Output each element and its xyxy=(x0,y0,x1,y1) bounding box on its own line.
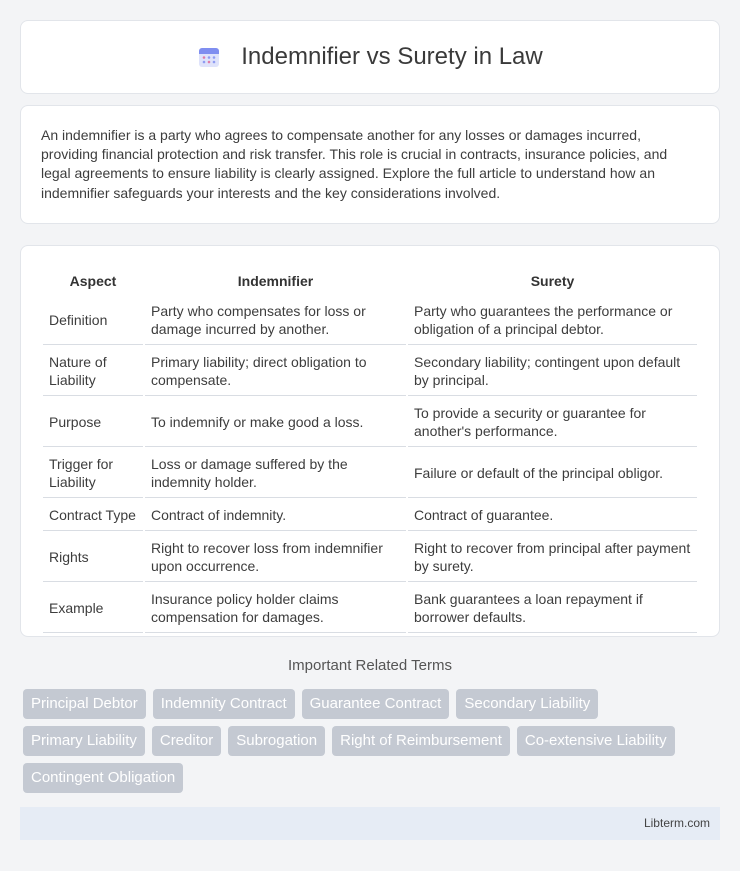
table-row xyxy=(43,500,697,531)
tag-right-of-reimbursement[interactable]: Right of Reimbursement xyxy=(332,726,510,756)
cell-surety: Party who guarantees the performance or obligation of a principal debtor. xyxy=(408,296,697,345)
cell-surety: Bank guarantees a loan repayment if borrower defaults. xyxy=(408,584,697,633)
cell-indemnifier: Contract of indemnity. xyxy=(145,500,406,531)
cell-aspect: Definition xyxy=(43,296,143,345)
tag-creditor[interactable]: Creditor xyxy=(152,726,221,756)
related-terms-title: Important Related Terms xyxy=(288,657,452,674)
tag-co-extensive-liability[interactable]: Co-extensive Liability xyxy=(517,726,675,756)
cell-indemnifier: To indemnify or make good a loss. xyxy=(145,398,406,447)
table-row xyxy=(43,398,697,447)
cell-indemnifier: Primary liability; direct obligation to compensate. xyxy=(145,347,406,396)
intro-text: An indemnifier is a party who agrees to compensate another for any losses or damages incurred, providing financial protection and risk transfer. This role is crucial in contracts, insurance policies, and legal agreements to ensure liability is clearly assigned. Explore the full article to understand how an indemnifier safeguards your interests and the key considerations involved. xyxy=(41,127,668,201)
cell-indemnifier: Party who compensates for loss or damage incurred by another. xyxy=(145,296,406,345)
cell-surety: Secondary liability; contingent upon default by principal. xyxy=(408,347,697,396)
comparison-table xyxy=(41,266,699,635)
related-terms-tags xyxy=(23,689,723,793)
cell-surety: Contract of guarantee. xyxy=(408,500,697,531)
header-surety: Surety xyxy=(530,273,575,289)
table-header-row xyxy=(43,268,697,294)
table-row xyxy=(43,296,697,345)
table-row xyxy=(43,449,697,498)
intro-card xyxy=(20,105,720,224)
cell-indemnifier: Right to recover loss from indemnifier upon occurrence. xyxy=(145,533,406,582)
tag-indemnity-contract[interactable]: Indemnity Contract xyxy=(153,689,295,719)
cell-indemnifier: Insurance policy holder claims compensation for damages. xyxy=(145,584,406,633)
footer-site-link[interactable]: Libterm.com xyxy=(643,816,710,830)
cell-aspect: Rights xyxy=(43,533,143,582)
cell-surety: Right to recover from principal after payment by surety. xyxy=(408,533,697,582)
cell-surety: Failure or default of the principal obligor. xyxy=(408,449,697,498)
tag-guarantee-contract[interactable]: Guarantee Contract xyxy=(302,689,450,719)
cell-aspect: Contract Type xyxy=(43,500,143,531)
footer xyxy=(20,807,720,840)
cell-aspect: Example xyxy=(43,584,143,633)
header-aspect: Aspect xyxy=(69,273,117,289)
page-title: Indemnifier vs Surety in Law xyxy=(241,43,543,70)
table-row xyxy=(43,347,697,396)
tag-primary-liability[interactable]: Primary Liability xyxy=(23,726,145,756)
cell-aspect: Nature of Liability xyxy=(43,347,143,396)
tag-contingent-obligation[interactable]: Contingent Obligation xyxy=(23,763,183,793)
tag-subrogation[interactable]: Subrogation xyxy=(228,726,325,756)
header-card xyxy=(20,20,720,94)
tag-secondary-liability[interactable]: Secondary Liability xyxy=(456,689,598,719)
cell-indemnifier: Loss or damage suffered by the indemnity holder. xyxy=(145,449,406,498)
cell-surety: To provide a security or guarantee for another's performance. xyxy=(408,398,697,447)
tag-principal-debtor[interactable]: Principal Debtor xyxy=(23,689,146,719)
header-indemnifier: Indemnifier xyxy=(237,273,314,289)
table-row xyxy=(43,533,697,582)
cell-aspect: Purpose xyxy=(43,398,143,447)
comparison-table-card xyxy=(20,245,720,637)
calendar-icon xyxy=(197,45,221,69)
table-row xyxy=(43,584,697,633)
cell-aspect: Trigger for Liability xyxy=(43,449,143,498)
